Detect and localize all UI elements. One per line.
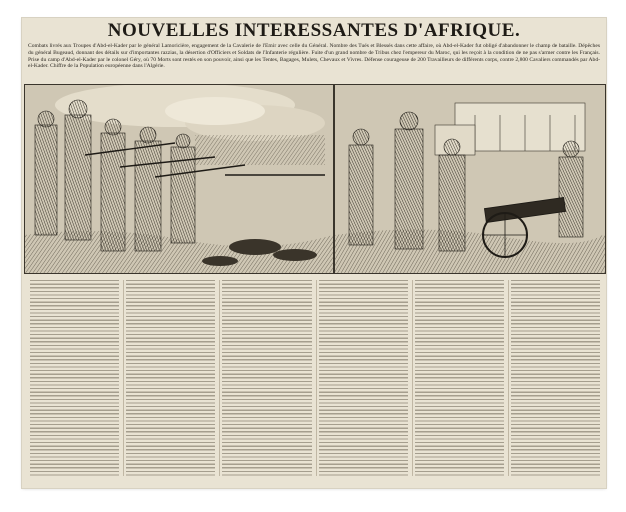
article-body [28, 280, 600, 476]
text-column [28, 280, 119, 476]
intro-summary: Combats livrés aux Troupes d'Abd-el-Kader par le général Lamoricière, engagement de la Cavalerie de l'Emir avec celle du Général. Nombre des Tués et Blessés dans cette affaire, où Abd-el-Kader fut obligé d'abandonner le champ de bataille. Dépêches du général Bugeaud, donnant des détails sur d'importantes razzias, la désertion d'Officiers et Soldats de l'Infanterie régulière. Fuite d'un grand nombre de Tribus chez l'empereur du Maroc, qui les reçoit à la condition de ne pas s'armer contre les Français. Prise du camp d'Abd-el-Kader par le colonel Géry, où 70 Morts sont restés en son pouvoir, ainsi que les Tentes, Bagages, Mulets, Chevaux et Vivres. Défense courageuse de 200 Travailleurs de différents corps, contre 2,800 Cavaliers commandés par Abd-el-Kader. Chiffre de la Population européenne dans l'Algérie. [28, 43, 600, 70]
text-column [219, 280, 311, 476]
artillery-scene-icon [335, 85, 605, 273]
text-column [316, 280, 408, 476]
text-column [123, 280, 215, 476]
broadsheet [22, 18, 606, 488]
battle-scene-illustration [24, 84, 334, 274]
text-column [508, 280, 600, 476]
artillery-scene-illustration [334, 84, 606, 274]
page-title: NOUVELLES INTERESSANTES D'AFRIQUE. [107, 20, 521, 41]
battle-scene-icon [25, 85, 333, 273]
text-column [412, 280, 504, 476]
